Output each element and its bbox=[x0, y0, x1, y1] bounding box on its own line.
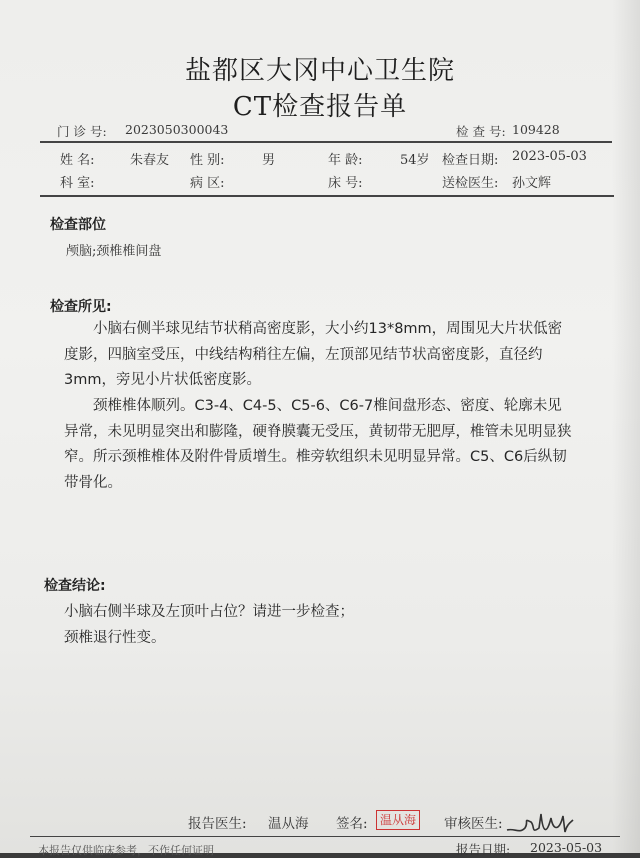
referring-doctor: 孙文辉 bbox=[512, 176, 552, 191]
patient-age: 54岁 bbox=[400, 153, 430, 168]
conclusion-label: 检查结论: bbox=[44, 578, 106, 594]
patient-name: 朱春友 bbox=[130, 153, 170, 168]
exam-number-label: 检 查 号: bbox=[456, 124, 506, 139]
footer-note: 本报告仅供临床参考，不作任何证明 bbox=[38, 844, 214, 857]
conclusion-line-1: 小脑右侧半球及左顶叶占位？请进一步检查； bbox=[64, 604, 354, 620]
report-date-label: 报告日期: bbox=[456, 842, 511, 857]
exam-part-label: 检查部位 bbox=[50, 217, 106, 233]
outpatient-label: 门 诊 号: bbox=[57, 124, 107, 139]
report-doctor: 温从海 bbox=[268, 816, 309, 832]
findings-cervical: 颈椎椎体顺列。C3-4、C4-5、C5-6、C6-7椎间盘形态、密度、轮廓未见异常，未见明显突出和膨隆，硬脊膜囊无受压，黄韧带无肥厚，椎管未见明显狭窄。所示颈椎椎体及附件骨质增生。椎旁软组织未见明显异常。C5、C6后纵韧带骨化。 bbox=[64, 398, 572, 491]
outpatient-number: 2023050300043 bbox=[125, 122, 229, 137]
referrer-label: 送检医生: bbox=[442, 176, 499, 191]
dept-label: 科 室: bbox=[60, 176, 95, 191]
findings-brain: 小脑右侧半球见结节状稍高密度影，大小约13*8mm，周围见大片状低密度影，四脑室受压，中线结构稍往左偏，左顶部见结节状高密度影，直径约3mm，旁见小片状低密度影。 bbox=[64, 321, 563, 388]
reviewer-label: 审核医生: bbox=[444, 816, 503, 832]
ward-label: 病 区: bbox=[190, 176, 225, 191]
page-edge-shadow bbox=[612, 0, 640, 853]
header-divider bbox=[40, 141, 612, 143]
signature-label: 签名: bbox=[336, 816, 368, 832]
report-doctor-label: 报告医生: bbox=[188, 816, 247, 832]
bed-label: 床 号: bbox=[328, 176, 363, 191]
hospital-name: 盐都区大冈中心卫生院 bbox=[184, 56, 455, 86]
patient-info-divider bbox=[40, 195, 614, 197]
footer-divider bbox=[30, 836, 620, 837]
exam-date: 2023-05-03 bbox=[512, 149, 587, 164]
doctor-stamp: 温从海 bbox=[376, 810, 420, 830]
exam-date-label: 检查日期: bbox=[442, 153, 499, 168]
exam-part: 颅脑;颈椎椎间盘 bbox=[66, 244, 162, 259]
report-date: 2023-05-03 bbox=[530, 840, 603, 855]
findings-label: 检查所见: bbox=[50, 299, 112, 315]
exam-number: 109428 bbox=[512, 122, 560, 137]
name-label: 姓 名: bbox=[60, 153, 95, 168]
sex-label: 性 别: bbox=[190, 153, 225, 168]
report-title: CT检查报告单 bbox=[232, 92, 408, 122]
patient-sex: 男 bbox=[262, 153, 276, 168]
age-label: 年 龄: bbox=[328, 153, 363, 168]
conclusion-line-2: 颈椎退行性变。 bbox=[64, 630, 166, 646]
